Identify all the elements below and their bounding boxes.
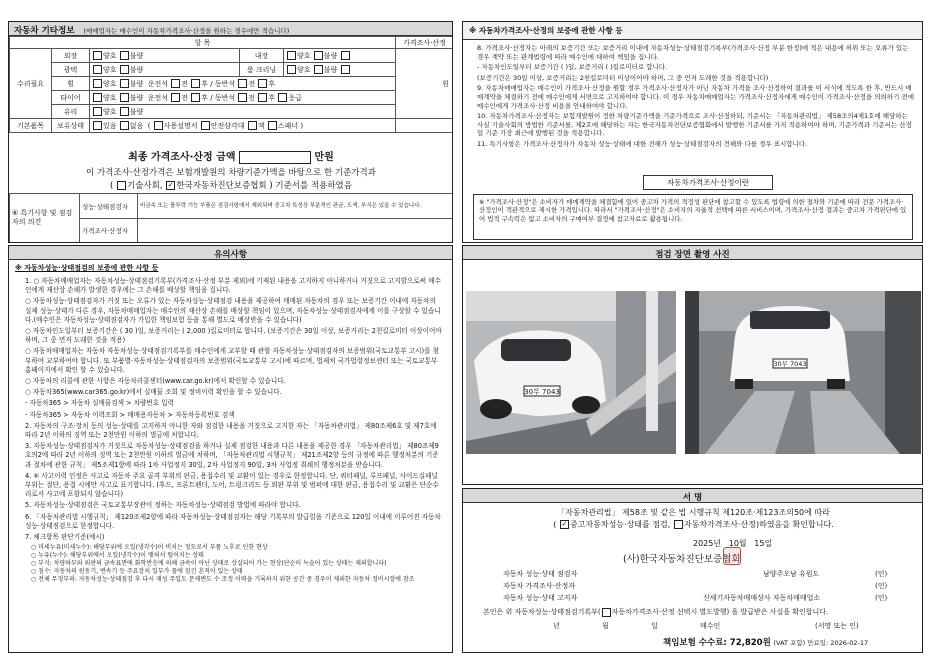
inspection-photo-1 xyxy=(466,291,676,454)
exterior-options xyxy=(90,49,240,63)
opt-label: 불량 xyxy=(323,51,338,60)
final-price-label: 최종 가격조사·산정 금액 xyxy=(128,152,236,163)
price-header: 가격조사·산정 xyxy=(396,37,453,49)
buyer-mark: (서명 또는 인) xyxy=(815,622,859,630)
opt-label: 전 xyxy=(181,79,189,88)
checkbox[interactable] xyxy=(238,79,247,88)
opt-label: 불량 xyxy=(129,93,144,102)
notice-panel xyxy=(8,245,453,653)
checkbox[interactable] xyxy=(171,79,180,88)
possession-options: 있음 없음 ( 사용설명서 안전삼각대 잭 스패너 ) xyxy=(90,119,396,133)
buyer-row xyxy=(553,621,913,631)
receipt-opt: 자동차가격조사·산정 선택시 별도발행) 을 발급받은 사실을 확인합니다. xyxy=(611,608,829,616)
notice-section-title: ※ 자동차성능·상태점검의 보증에 관한 사항 등 xyxy=(15,264,159,272)
sign-line-2: ( ✓ 중고자동차성능·상태를 점검, 자동차가격조사·산정)하였음을 확인합니다. xyxy=(553,520,834,529)
opinion-label: ⑥ 특기사항 및 점검자의 의견 xyxy=(10,194,80,243)
opt-label: 불량 xyxy=(129,107,144,116)
role-mark: (인) xyxy=(875,570,888,578)
sign-roles xyxy=(503,569,913,605)
opt-label: 스패너 xyxy=(277,121,299,130)
sign-opt-2: 자동차가격조사·산정 xyxy=(683,520,756,529)
checkbox[interactable] xyxy=(120,93,129,102)
checkbox[interactable] xyxy=(171,93,180,102)
opt-label: 응급 xyxy=(288,93,302,102)
notice-item: - 자동차365 > 자동차 실매물검색 > 차량번호 입력 xyxy=(25,399,174,408)
price-guarantee-items xyxy=(463,40,922,149)
opt-label: 양호 xyxy=(103,79,117,88)
notice-item: ○ 자동차매매업자는 자동차 자동차성능·상태점검기록부를 매수인에게 교부할 때 관할 자동차성능·상태점검자의 보증범위(국토교통부 고시)를 첨부하여 교부하여야 합니다. 또 부품별·자동차성능·상태점검자의 보증범위(국토교통부 고시)에 따르며, 법제처 국가법령정보센터 또는 국토교통부 홈페이지에서 확인 할 수 있습니다. xyxy=(25,347,439,374)
plate-1: 30무 7043 xyxy=(524,388,560,396)
checkbox[interactable] xyxy=(120,79,129,88)
sign-opt-1: 중고자동차성능·상태를 점검, xyxy=(569,520,671,529)
checkbox[interactable] xyxy=(268,121,277,130)
price-guarantee-title: ※ 자동차가격조사·산정의 보증에 관한 사항 등 xyxy=(463,22,922,40)
role-name: 신세기자동차매매상사 자동차매매업소 xyxy=(703,594,821,602)
repair-table xyxy=(9,36,453,133)
vehicle-other-info-panel xyxy=(8,21,453,243)
photos-header: 점검 장면 촬영 사진 xyxy=(463,246,922,260)
checkbox[interactable] xyxy=(120,121,129,130)
price-guarantee-item: 11. 특기사항은 가격조사·산정자가 자동차 성능·상태에 대한 견해가 성능·상태점검자의 견해와 다를 경우 표시합니다. xyxy=(477,139,808,148)
price-box-text: ※ "가격조사·산정"은 소비자가 매매계약을 체결함에 있어 중고차 가격의 적정성 판단에 참고할 수 있도록 법령에 의한 절차와 기준에 따라 전문 가격조사·산정인이 객관적으로 제시한 가격입니다. 따라서 "가격조사·산정"은 소비자의 자율적 선택에 따른 서비스이며, 가격조사·산정 결과는 중고차 가격판단에 있어 법적 구속력은 없고 소비자의 구매여부 결정에 참고자료로 활용됩니다. xyxy=(473,194,913,240)
criteria-item: ○ 미세누유(미세누수): 해당부위에 오일(냉각수)이 비치는 정도로서 부품 노후로 인한 현상 xyxy=(31,544,268,552)
notice-item: 1. ○ 자동차매매업자는 자동차성능·상태점검기록부(가격조사·산정 부분 제외)에 기재된 내용을 고지하지 아니하거나 거짓으로 고지함으로써 매수인에게 재산상 손해가 발생한 경우에는 그 손해를 배상할 책임을 집니다. xyxy=(25,277,441,295)
buyer-label: 매수인 xyxy=(700,622,721,630)
opt-label: 양호 xyxy=(297,51,311,60)
basic-items-label: 기본품목 xyxy=(10,119,52,133)
opt-label: 후 / 동반석 xyxy=(201,79,236,88)
sign-day: 15일 xyxy=(754,539,773,548)
checkbox[interactable] xyxy=(154,121,163,130)
photo-1-image xyxy=(466,291,676,454)
checkbox[interactable] xyxy=(201,121,210,130)
price-guarantee-item: 9. 자동차매매업자는 매수인이 가격조사·산정을 원할 경우 가격조사·산정자가 아닌 자동차 가격을 조사·산정하여 결과를 이 서식에 적도록 한 후, 반드시 매매계약을 체결하기 전에 매수인에게 서면으로 고지하여야 합니다. 이 경우 자동차매매업자는 가격조사·산정자에게 매수인이 가격조사·산정을 의뢰하기 전에 매수인에게 가격조사·산정 비용을 안내하여야 합니다. xyxy=(477,84,914,110)
opt-label: 양호 xyxy=(103,51,117,60)
role-row xyxy=(503,569,913,581)
checkbox[interactable] xyxy=(191,79,200,88)
row-label-exterior: 외장 xyxy=(52,49,90,63)
opt-label: 양호 xyxy=(103,93,117,102)
room-options xyxy=(284,63,396,77)
repair-label: 수리필요 xyxy=(10,49,52,119)
basis-line-2-text: 기준서를 적용하였음 xyxy=(275,181,352,191)
checkbox[interactable] xyxy=(314,65,323,74)
opinion-inspector-label: 성능·상태점검자 xyxy=(80,194,138,219)
opt-label: 있음 xyxy=(103,121,117,130)
price-box-title: 자동차가격조사·산정이란 xyxy=(643,175,773,190)
opt-label: 운전석 xyxy=(147,93,169,102)
price-guarantee-item: - 자동차인도일부터 보증기간 ( )일, 보증거리 ( )킬로미터로 합니다. xyxy=(477,63,668,72)
opt-label: 양호 xyxy=(297,65,311,74)
opt-label: 사용설명서 xyxy=(163,121,198,130)
checkbox[interactable] xyxy=(120,51,129,60)
checkbox[interactable] xyxy=(93,93,102,102)
opinion-table xyxy=(9,193,453,243)
glass-options xyxy=(90,105,396,119)
criteria-item: ○ 부식: 차량하부와 외판의 금속표면에 화학반응에 의해 금속이 아닌 상태로 상실되어 가는 현상(단순히 녹슬어 있는 상태는 제외합니다) xyxy=(31,560,387,568)
tire-options xyxy=(90,91,396,105)
checkbox[interactable] xyxy=(341,65,350,74)
opt-label: 전 xyxy=(248,93,256,102)
row-label-wheel: 휠 xyxy=(52,77,90,91)
checkbox[interactable] xyxy=(120,107,129,116)
receipt-line xyxy=(483,607,828,617)
opinion-appraiser-label: 가격조사·산정자 xyxy=(80,219,138,243)
criteria-items xyxy=(9,544,452,584)
row-label-possession: 보유상태 xyxy=(52,119,90,133)
date-month-label: 월 xyxy=(602,622,609,630)
notice-item: ○ 자동차성능·상태점검자가 거짓 또는 오류가 있는 자동차성능·상태점검 내용을 제공하여 매매된 자동차의 경우 또는 보증기간 이내에 자동차의 실제 성능·상태가 다른 경우, 자동차매매업자는 매수인의 재산상 손해를 배상할 책임이 있으며, 자동차성능·상태점검자에게 이를 구상할 수 있습니다.(매수인은 자동차성능·상태점검자가 가입한 책임보험 등을 통해 별도로 배상받을 수 있습니다) xyxy=(25,297,441,324)
notice-item: 4. ⑥ 사고이력 인정은 사고로 자동차 주요 골격 부위의 판금, 용접수리 및 교환이 있는 경우로 한정합니다. 단, 쿼터패널, 루프패널, 사이드실패널 부위는 절단, 용접 시에만 사고로 표기합니다. (후드, 프론트펜더, 도어, 트렁크리드 등 외판 부위 및 범퍼에 대한 판금, 용접수리 및 교환은 단순수리로서 사고에 포함되지 않습니다) xyxy=(25,471,439,499)
wheel-options xyxy=(90,77,396,91)
sign-month: 10월 xyxy=(728,539,747,548)
opt-label: 전 xyxy=(248,79,256,88)
date-year-label: 년 xyxy=(553,622,560,630)
inspection-photo-2 xyxy=(685,291,921,454)
notice-item: 3. 자동차성능·상태점검자가 거짓으로 자동차성능·상태점검을 하거나 실제 점검한 내용과 다른 내용을 제공한 경우 「자동차관리법」 제80조제9호의2에 따라 2년 이하의 징역 또는 2천만원 이하의 벌금에 처하며, 「자동차관리법 시행규칙」 제21조제2항 등의 규정에 따른 행정처분의 기준과 절차에 관한 규칙」 제5조제1항에 따라 1차 사업정지 30일, 2차 사업정지 90일, 3차 사업정 취쇄의 행정처분을 받습니다. xyxy=(25,442,439,469)
role-row xyxy=(503,581,913,593)
other-info-header xyxy=(9,22,452,36)
opt-label: 불량 xyxy=(129,65,144,74)
role-label: 자동차 성능·상태 고지자 xyxy=(503,594,578,602)
role-mark: (인) xyxy=(875,582,888,590)
opt-label: 없음 xyxy=(129,121,144,130)
other-info-subtitle: (매매업자는 매수인이 자동차가격조사·산정을 원하는 경우에만 적습니다) xyxy=(83,27,290,35)
criteria-item: ○ 침수: 자동차의 원동기, 변속기 등 주요장치 일부가 물에 잠긴 흔적이 있는 상태 xyxy=(31,568,243,576)
opt-label: 잭 xyxy=(257,121,265,130)
opt-label: 후 / 동반석 xyxy=(201,93,236,102)
date-day-label: 일 xyxy=(651,622,658,630)
notice-item: - 자동차365 > 자동차 이력조회 > 매매용자동차 > 자동차등록번호 검색 xyxy=(25,410,235,419)
checkbox[interactable] xyxy=(120,65,129,74)
notice-header: 유의사항 xyxy=(9,246,452,260)
fee-row xyxy=(663,636,868,648)
opt-label: 안전삼각대 xyxy=(210,121,245,130)
price-guarantee-item: (보증기간은 30일 이상, 보증거리는 2천킬로미터 이상이어야 하며, 그 중 먼저 도래한 것을 적용합니다) xyxy=(477,73,769,82)
checkbox[interactable] xyxy=(93,65,102,74)
checkbox[interactable] xyxy=(314,51,323,60)
notice-item: ○ 자동차인도일부터 보증기간은 ( 30 )일, 보증거리는 ( 2,000 )킬로미터로 합니다. (보증기간은 30일 이상, 보증거리는 2천킬로미터 이상이어야 하며, 그 중 먼저 도래한 것을 적용) xyxy=(25,327,442,345)
notice-item: 6. 「자동차관리법 시행규칙」 제120조제2항에 따라 자동차성능·상태점검자는 해당 기록부의 발급일을 기준으로 120일 이내에 이루어진 자동차 성능·상태점검으로 한정합니다. xyxy=(25,512,441,530)
role-row xyxy=(503,593,913,605)
checkbox[interactable] xyxy=(287,65,296,74)
fee-label: 책임보험 수수료: 72,820원 xyxy=(663,638,771,648)
sign-line-2-end: )하였음을 확인합니다. xyxy=(755,520,834,529)
checkbox[interactable] xyxy=(674,520,683,529)
checkbox[interactable] xyxy=(602,608,611,617)
row-label-glass: 유리 xyxy=(52,105,90,119)
sign-panel xyxy=(462,488,923,653)
checkbox[interactable] xyxy=(258,79,267,88)
checkbox[interactable] xyxy=(238,93,247,102)
row-label-gloss: 광택 xyxy=(52,63,90,77)
checkbox[interactable] xyxy=(258,93,267,102)
empty-cell xyxy=(396,119,453,133)
basis-opt-2: 한국자동차진단보증협회 xyxy=(176,181,267,191)
notice-item: ○ 자동차365(www.car365.go.kr)에서 실매물 조회 및 정비이력 확인을 할 수 있습니다. xyxy=(25,388,282,397)
checkbox[interactable] xyxy=(341,51,350,60)
row-label-interior: 내장 xyxy=(240,49,284,63)
price-won-cell xyxy=(396,49,453,119)
other-info-title: 자동차 기타정보 xyxy=(14,26,75,36)
opt-label: 양호 xyxy=(103,107,117,116)
basis-opt-1: 기술사회 xyxy=(127,181,160,191)
opt-label: 불량 xyxy=(129,79,144,88)
sign-year: 2025년 xyxy=(693,539,722,548)
sign-header: 서 명 xyxy=(463,489,922,503)
checkbox[interactable] xyxy=(93,121,102,130)
checkbox[interactable] xyxy=(93,79,102,88)
price-guarantee-item: 8. 가격조사·산정자는 아래의 보증기간 또는 보증거리 이내에 자동차성능·상태점검기록부(가격조사·산정 부분 한정)에 적은 내용에 허위 또는 오류가 있는 경우 계약 또는 관계법령에 따라 매수인에 대하여 책임을 집니다. xyxy=(477,44,909,61)
opt-label: 운전석 xyxy=(147,79,169,88)
checkbox[interactable] xyxy=(93,107,102,116)
criteria-item: ○ 누유(누수): 해당부위에서 오일(냉각수)이 맺혀서 떨어지는 상태 xyxy=(31,552,204,560)
checkbox[interactable] xyxy=(191,93,200,102)
row-label-tire: 타이어 xyxy=(52,91,90,105)
opt-label: 후 xyxy=(268,93,276,102)
basis-line-1: 이 가격조사·산정가격은 보험개발원의 차량기준가액을 바탕으로 한 기준가격과 xyxy=(86,168,376,178)
role-label: 자동차 가격조사·산정자 xyxy=(503,582,576,590)
final-price-line xyxy=(9,148,453,164)
opt-label: 불량 xyxy=(323,65,338,74)
org-seal-icon xyxy=(723,547,741,565)
item-header: 항 목 xyxy=(10,37,396,49)
row-label-room-cleaning: 룸 크리닝 xyxy=(240,63,284,77)
notice-item: ○ 자동차의 리콜에 관한 사항은 자동차리콜센터(www.car.go.kr)에서 확인할 수 있습니다. xyxy=(25,377,286,386)
notice-item: 2. 자동차의 구조·장치 등의 성능·상태를 고지하지 아니한 자와 점검한 내용을 거짓으로 고지한 자는 「자동차관리법」 제80조제6호 및 제7호에 따라 2년 이하의 징역 또는 2천만원 이하의 벌금에 처합니다. xyxy=(25,421,437,440)
gloss-options xyxy=(90,63,240,77)
opt-label: 후 xyxy=(268,79,276,88)
checkbox[interactable] xyxy=(93,51,102,60)
receipt-text: 본인은 위 자동차성능·상태점검기록부( xyxy=(483,608,601,616)
role-mark: (인) xyxy=(875,594,888,602)
opt-label: 양호 xyxy=(103,65,117,74)
role-name: 남양주오남 유원도 xyxy=(763,570,820,578)
plate-2: 30무 7043 xyxy=(773,360,807,368)
photos-panel xyxy=(462,245,923,485)
price-guarantee-item: 10. 자동차가격조사·산정자는 보험개발원이 정한 차량기준가액을 기준가격으로 조사·산정하되, 기준서는 「자동차관리법」 제58조의4제1호에 해당하는 사실 기술사회의 방법한 기준서를, 제2호에 해당하는 자는 한국자동차진단보증협회에서 발행한 기준서를 가지 적용하여야 하며, 기준가격과 기준서는 산정일 기준 가장 최근에 발행된 것을 적용합니다. xyxy=(477,112,912,138)
notice-items xyxy=(9,273,452,542)
checked-checkbox[interactable]: ✓ xyxy=(561,520,568,528)
opt-label: 전 xyxy=(181,93,189,102)
fee-note: (VAT 포함) 만료일: 2026-02-17 xyxy=(773,639,869,647)
price-guarantee-panel xyxy=(462,21,923,243)
criteria-item: ○ 전체 무정부의: 자동차성능·상태점검 후 다시 재성 주입도 문제변도 수 조정 이력을 기록하지 위한 공간 중 경우이 제외한 자동차 정비시장에 참조 xyxy=(31,576,415,584)
interior-options xyxy=(284,49,396,63)
basis-line-2: ( 기술사회, ✓ 한국자동차진단보증협회 ) 기준서를 적용하였음 xyxy=(110,181,352,191)
won-label: 원 xyxy=(442,79,450,88)
sign-org: (사)한국자동차진단보증협회 xyxy=(623,554,741,565)
final-price-input[interactable] xyxy=(239,151,311,164)
checkbox[interactable] xyxy=(117,181,126,190)
opinion-inspector-text: 비금속 또는 플루락 기능 부품은 점검사항에서 제외되며 중고차 특성상 부분적인 판금, 도색, 부식은 있을 수 있습니다. xyxy=(138,194,453,219)
opinion-appraiser-text xyxy=(138,219,453,243)
photo-2-image xyxy=(685,291,921,454)
checked-checkbox[interactable]: ✓ xyxy=(167,181,174,189)
checkbox[interactable] xyxy=(278,93,287,102)
checkbox[interactable] xyxy=(248,121,257,130)
final-price-unit: 만원 xyxy=(314,152,334,163)
checkbox[interactable] xyxy=(287,51,296,60)
notice-item: 7. 체크항목 판단기준(예시) xyxy=(25,533,105,542)
opt-label: 불량 xyxy=(129,51,144,60)
notice-item: 5. 자동차성능·상태점검은 국토교통부장관이 정하는 자동차성능·상태점검 방법에 따라야 합니다. xyxy=(25,501,301,510)
sign-line-1: 「자동차관리법」 제58조 및 같은 법 시행규칙 제120조·제123조의50에 따라 xyxy=(557,508,830,517)
role-label: 자동차 성능·상태 점검자 xyxy=(503,570,578,578)
